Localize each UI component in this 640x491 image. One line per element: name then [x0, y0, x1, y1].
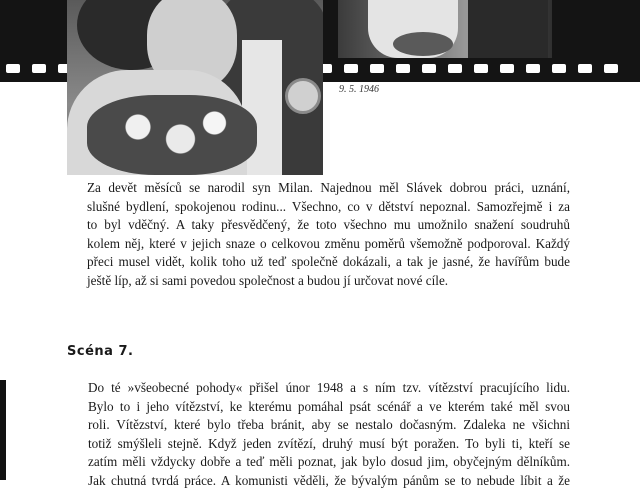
sprocket-hole [422, 64, 436, 73]
text-line: Do té »všeobecné pohody« přišel únor 1948 a s ním tzv. vítězství pracujícího lidu. [88, 380, 570, 395]
text-line: totiž smýšleli stejně. Když jeden zvítězí, druhý musí být poražen. To byli ti, kteří se [88, 435, 570, 451]
paragraph-2 [88, 379, 570, 491]
text-line: kolem něj, které v jejich snaze o celkovou změnu poměrů všemožně podporoval. Každý [87, 235, 570, 251]
sprocket-hole [500, 64, 514, 73]
sprocket-hole [578, 64, 592, 73]
sprocket-hole [344, 64, 358, 73]
bridal-bouquet [393, 32, 453, 56]
text-line: Bylo to i jeho vítězství, ke kterému pomáhal psát scénář a ve kterém také měl svou [88, 398, 570, 414]
boutonniere [285, 78, 321, 114]
sprocket-hole [474, 64, 488, 73]
sprocket-hole [552, 64, 566, 73]
text-line: ještě líp, až si sami povedou společnost a budou jí určovat nové cíle. [87, 272, 449, 288]
bridal-bouquet [87, 95, 257, 175]
text-line: Jak chutná tvrdá práce. A komunisti věděli, že bývalým pánům se to nebude líbit a že [88, 472, 570, 488]
sprocket-hole [32, 64, 46, 73]
sprocket-hole [396, 64, 410, 73]
wedding-photo-main [67, 0, 323, 175]
text-line: přeci musel vidět, kolik toho už teď společně dokázali, a tak je jasné, že havířům bude [87, 254, 570, 270]
text-line: Za devět měsíců se narodil syn Milan. Najednou měl Slávek dobrou práci, uznání, [87, 180, 570, 195]
groom-suit [468, 0, 548, 58]
sprocket-hole [370, 64, 384, 73]
wedding-photo-secondary [338, 0, 552, 58]
text-line: roli. Vítězství, které bylo třeba bránit, aby se nestalo dočasným. Zdaleka ne všichni [88, 417, 570, 433]
sprocket-hole [526, 64, 540, 73]
sprocket-hole [448, 64, 462, 73]
paragraph-1 [87, 179, 570, 291]
sprocket-hole [6, 64, 20, 73]
text-line: slušné bydlení, spokojenou rodinu... Všechno, co v dětství nepoznal. Samozřejmě i za [87, 198, 570, 214]
scene-heading: Scéna 7. [67, 344, 134, 359]
text-line: to byl vděčný. A taky přesvědčený, že toto všechno mu umožnilo snažení soudruhů [87, 217, 570, 233]
photo-caption: 9. 5. 1946 [339, 84, 379, 95]
sprocket-hole [604, 64, 618, 73]
text-line: zatím měli vždycky dobře a teď měli poznat, jak bylo dosud jim, obyčejným dělníkům. [88, 454, 570, 470]
page-edge-marker [0, 380, 6, 480]
